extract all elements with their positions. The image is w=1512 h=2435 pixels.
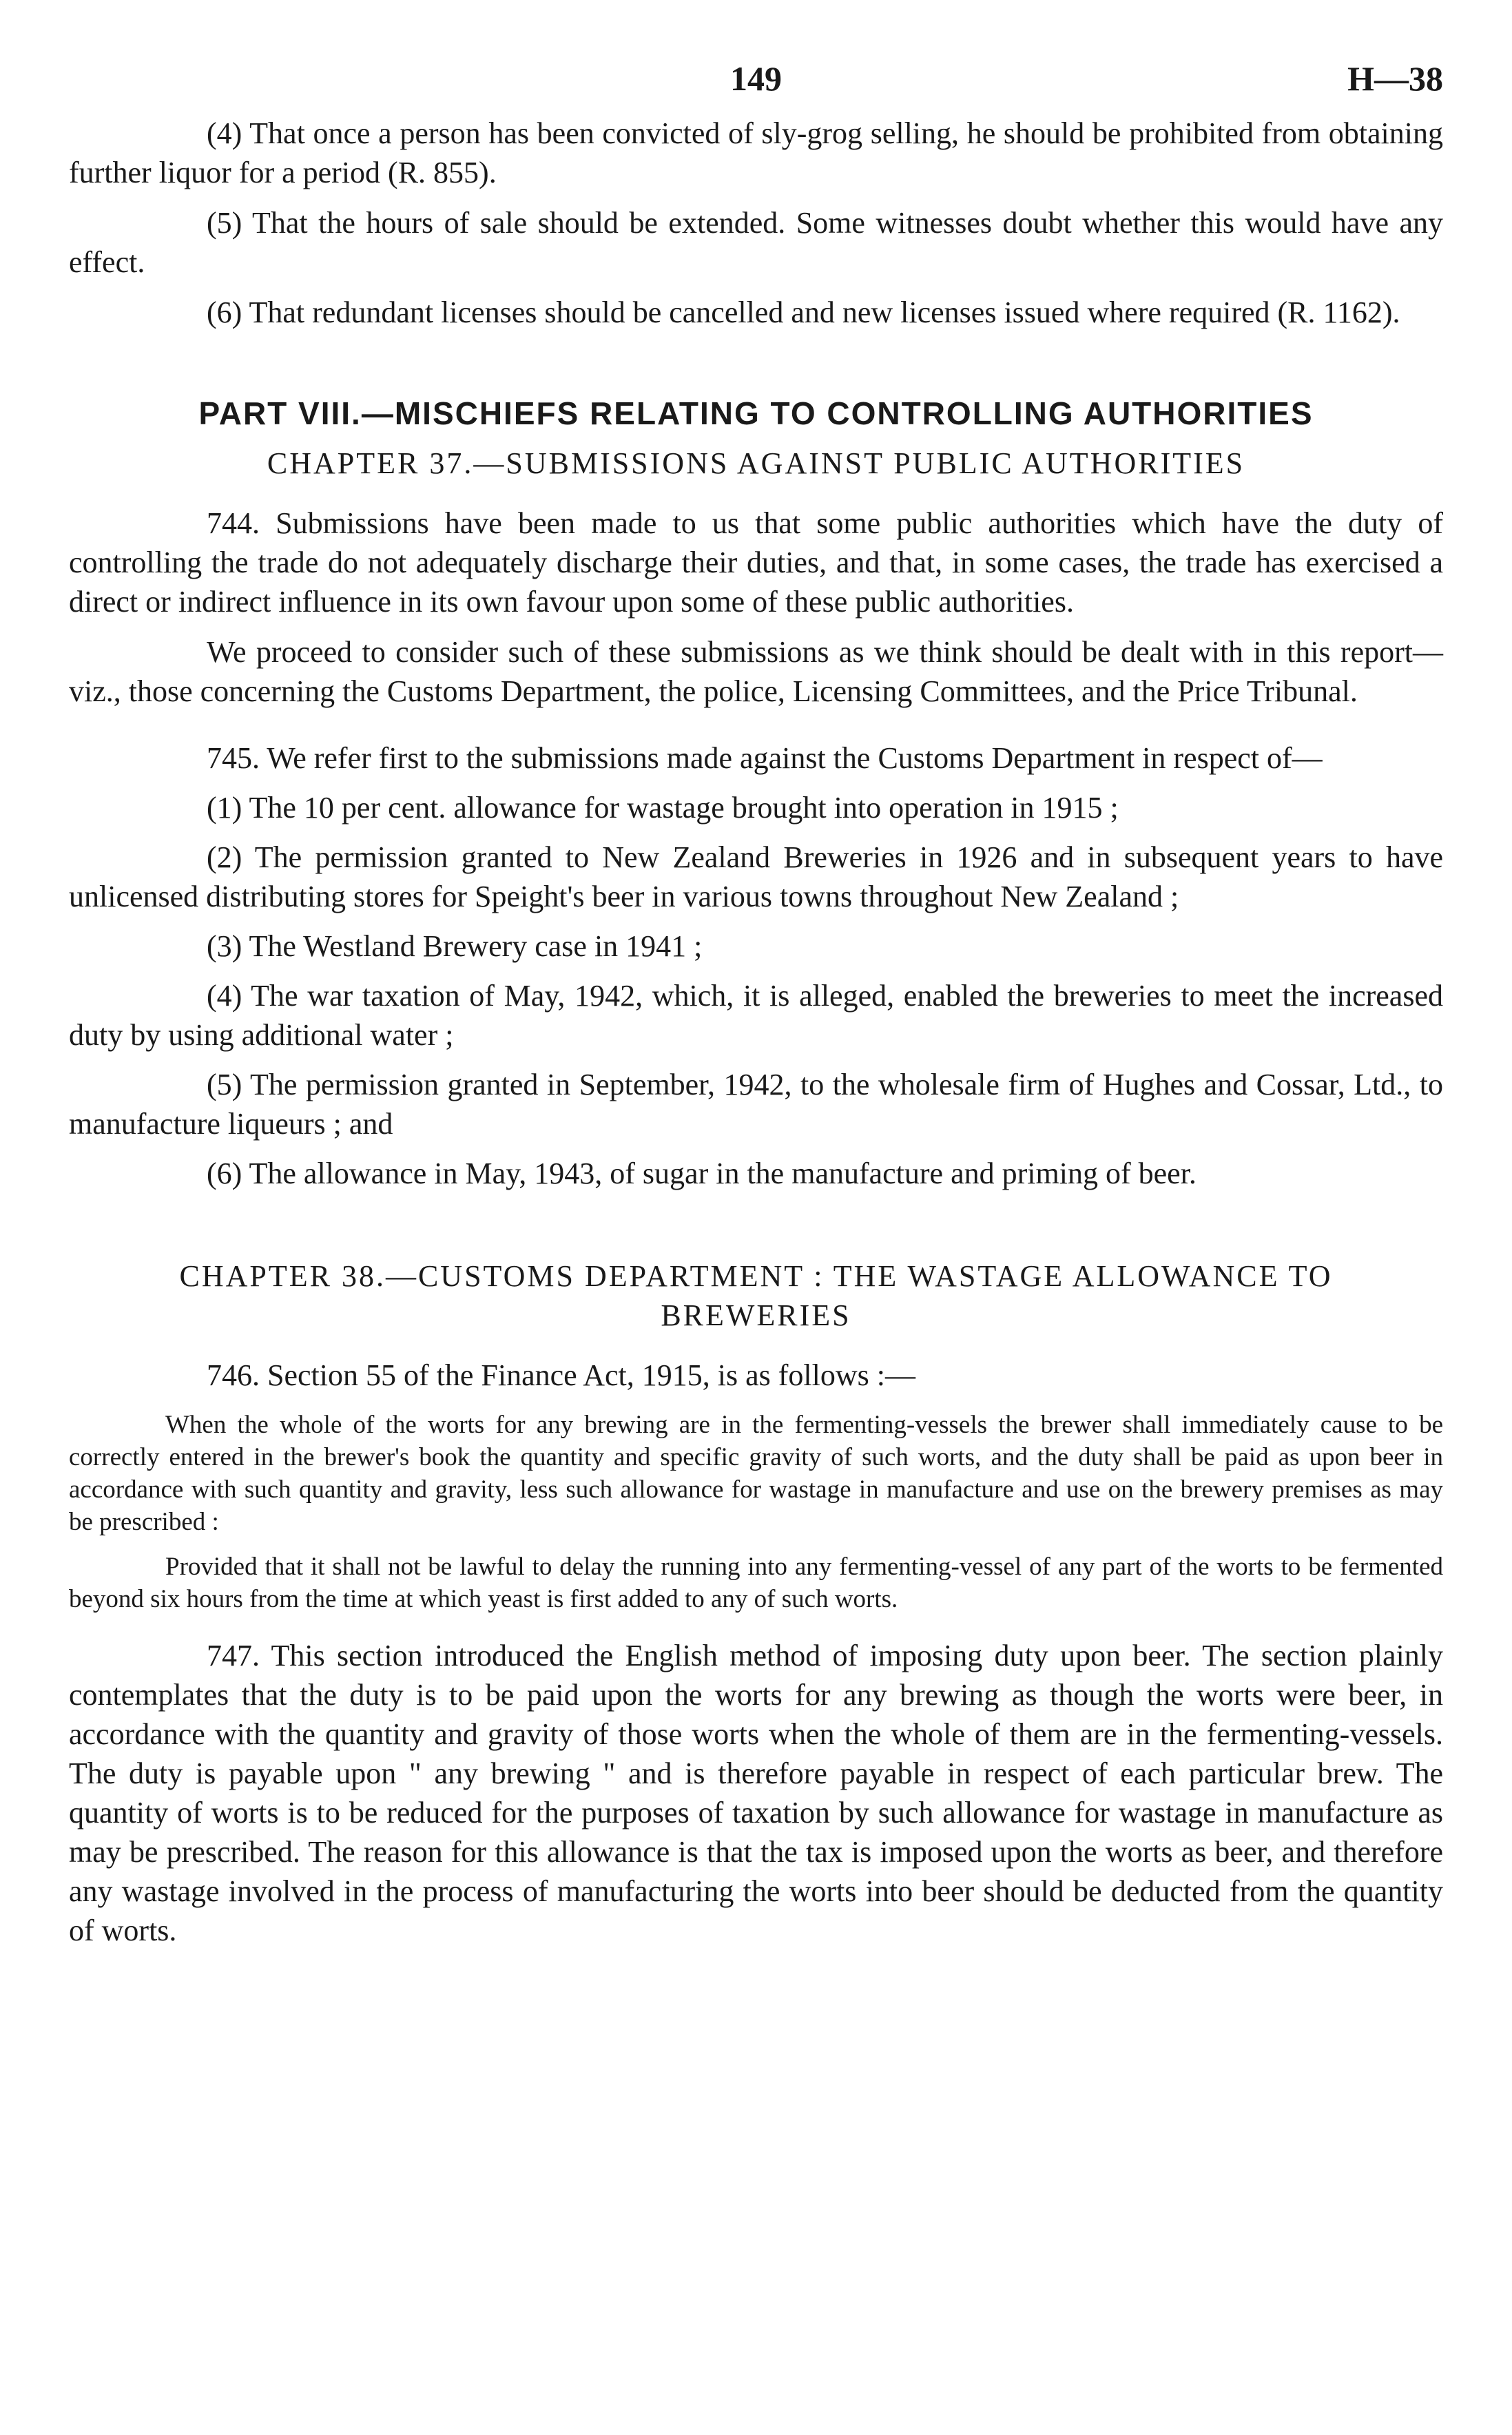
page-header (69, 59, 1443, 114)
list-item: (6) That redundant licenses should be cancelled and new licenses issued where required (R. 1162). (207, 296, 1400, 329)
chapter-38-heading-line-1: CHAPTER 38.—CUSTOMS DEPARTMENT : THE WASTAGE ALLOWANCE TO (179, 1259, 1333, 1293)
list-item: (5) The permission granted in September, 1942, to the wholesale firm of Hughes and Cossar, Ltd., to manufacture liqueurs ; and (69, 1068, 1443, 1141)
paragraph-744: 744. Submissions have been made to us that some public authorities which have the duty of controlling the trade do not adequately discharge their duties, and that, in some cases, the trade has exercised a direct or indirect influence in its own favour upon some of these public authorities. (69, 506, 1443, 619)
part-heading: PART VIII.—MISCHIEFS RELATING TO CONTROLLING AUTHORITIES (198, 395, 1314, 431)
statute-quote: When the whole of the worts for any brewing are in the fermenting-vessels the brewer shall immediately cause to be correctly entered in the brewer's book the quantity and specific gravity of such worts, and the duty shall be paid as upon beer in accordance with such quantity and gravity, less such allowance for wastage in manufacture and use on the brewery premises as may be prescribed : (69, 1411, 1443, 1536)
document-page (69, 59, 1443, 1950)
document-reference: H—38 (1347, 59, 1443, 98)
list-item: (1) The 10 per cent. allowance for wastage brought into operation in 1915 ; (207, 791, 1119, 825)
list-item: (4) That once a person has been convicted of sly-grog selling, he should be prohibited from obtaining further liquor for a period (R. 855). (69, 116, 1443, 189)
paragraph-747: 747. This section introduced the English method of imposing duty upon beer. The section plainly contemplates that the duty is to be paid upon the worts for any brewing as though the worts were beer, in accordance with the quantity and gravity of those worts when the whole of them are in the fermenting-vessels. The duty is payable upon " any brewing " and is therefore payable in respect of each particular brew. The quantity of worts is to be reduced for the purposes of taxation by such allowance for wastage in manufacture as may be prescribed. The reason for this allowance is that the tax is imposed upon the worts as beer, and therefore any wastage involved in the process of manufacturing the worts into beer should be deducted from the quantity of worts. (69, 1639, 1443, 1947)
list-item: (4) The war taxation of May, 1942, which, it is alleged, enabled the breweries to meet the increased duty by using additional water ; (69, 979, 1443, 1052)
paragraph-746: 746. Section 55 of the Finance Act, 1915, is as follows :— (207, 1358, 915, 1392)
paragraph-744-continued: We proceed to consider such of these submissions as we think should be dealt with in this report—viz., those concerning the Customs Department, the police, Licensing Committees, and the Price Tribunal. (69, 635, 1443, 708)
list-item: (6) The allowance in May, 1943, of sugar in the manufacture and priming of beer. (207, 1157, 1197, 1190)
list-item: (2) The permission granted to New Zealand Breweries in 1926 and in subsequent years to have unlicensed distributing stores for Speight's beer in various towns throughout New Zealand ; (69, 840, 1443, 913)
page-number: 149 (730, 59, 782, 98)
chapter-38-heading-line-2: BREWERIES (661, 1298, 851, 1332)
list-item: (3) The Westland Brewery case in 1941 ; (207, 929, 703, 963)
chapter-37-heading: CHAPTER 37.—SUBMISSIONS AGAINST PUBLIC AUTHORITIES (267, 446, 1245, 480)
paragraph-745: 745. We refer first to the submissions made against the Customs Department in respect of— (207, 741, 1323, 775)
chapter-38-heading (69, 1256, 1443, 1335)
list-item: (5) That the hours of sale should be extended. Some witnesses doubt whether this would have any effect. (69, 206, 1443, 279)
statute-proviso: Provided that it shall not be lawful to delay the running into any fermenting-vessel of any part of the worts to be fermented beyond six hours from the time at which yeast is first added to any of such worts. (69, 1553, 1443, 1613)
